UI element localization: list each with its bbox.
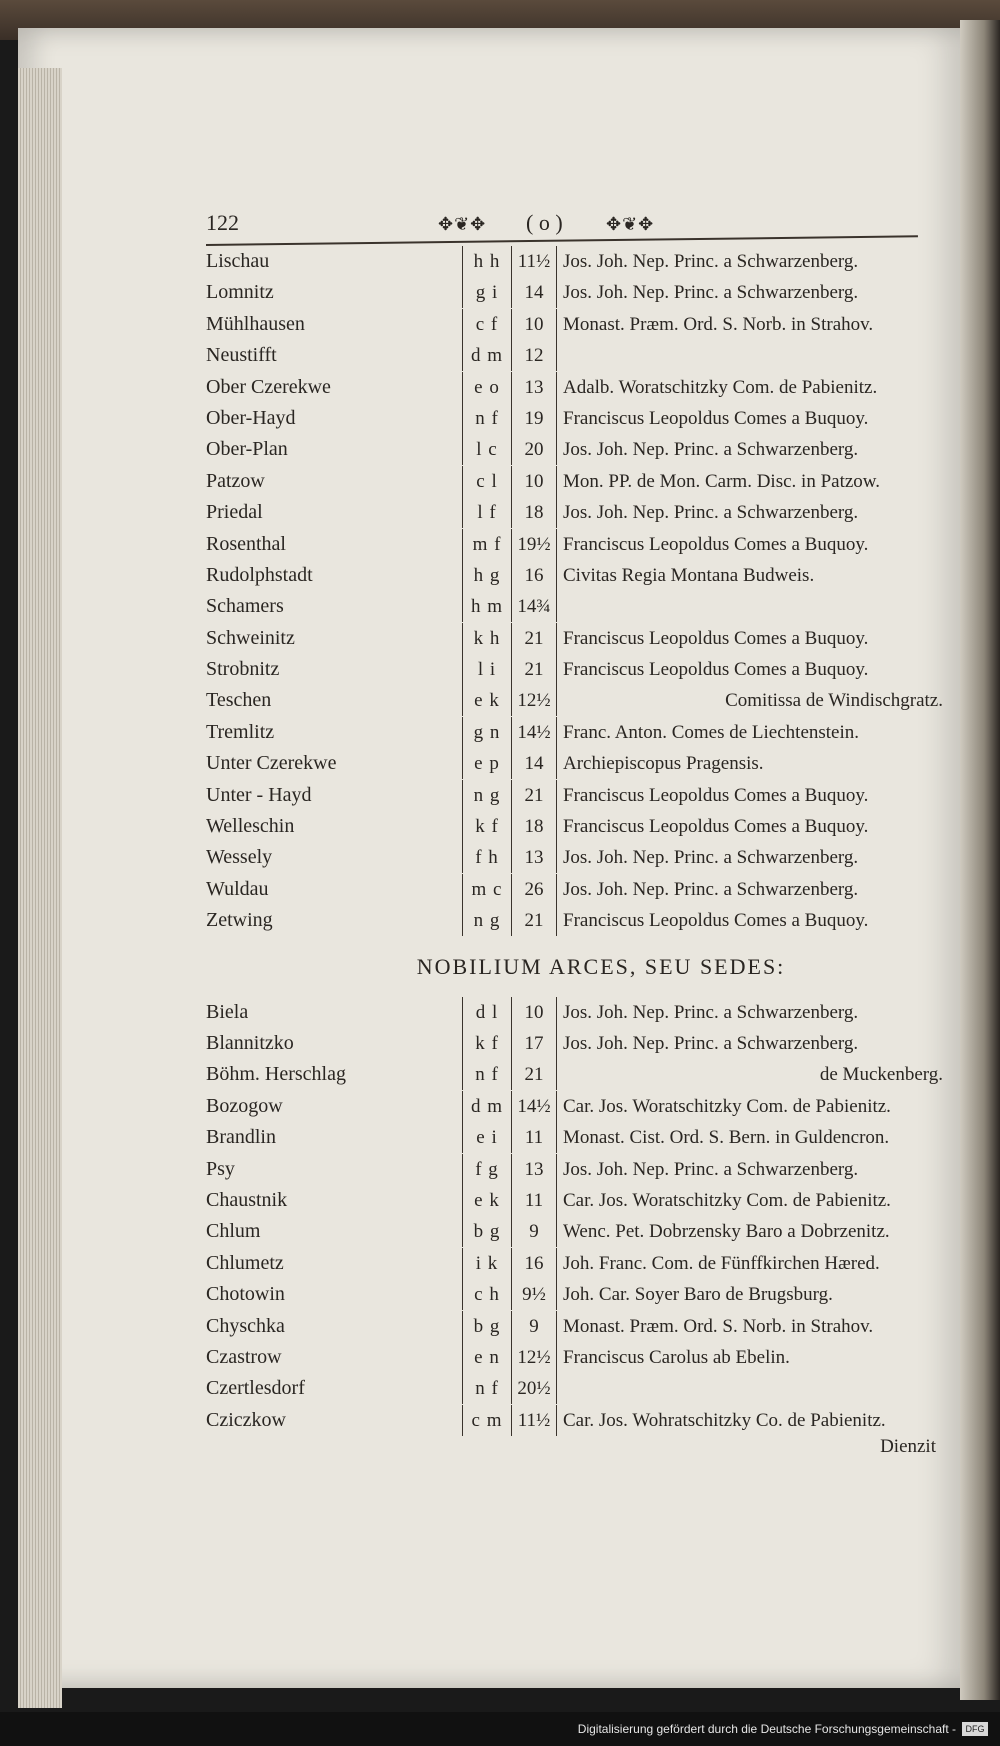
owner-name: Car. Jos. Woratschitzky Com. de Pabienitz.	[556, 1185, 943, 1216]
grid-reference: e o	[462, 372, 512, 403]
grid-reference: n f	[462, 403, 512, 434]
grid-reference: c f	[462, 309, 512, 340]
place-name: Bozogow	[206, 1094, 283, 1117]
table-row	[206, 780, 936, 811]
table-row	[206, 277, 936, 308]
place-name: Chyschka	[206, 1314, 285, 1337]
place-name: Wuldau	[206, 877, 269, 900]
grid-reference: h m	[462, 591, 512, 622]
table-row	[206, 623, 936, 654]
distance-value: 12½	[517, 1346, 551, 1368]
distance-value: 9	[529, 1221, 539, 1243]
grid-reference: n g	[462, 780, 512, 811]
grid-reference: e k	[462, 1185, 512, 1216]
page-number: 122	[206, 210, 239, 235]
table-row	[206, 654, 936, 685]
dfg-logo: DFG	[962, 1722, 988, 1736]
owner-name: Civitas Regia Montana Budweis.	[556, 560, 943, 591]
table-row	[206, 1185, 936, 1216]
distance-value: 11	[524, 1189, 544, 1211]
grid-reference: e i	[462, 1122, 512, 1153]
grid-reference: m c	[462, 874, 512, 905]
footer-text: Digitalisierung gefördert durch die Deutsche Forschungsgemeinschaft -	[577, 1722, 956, 1736]
place-name: Czertlesdorf	[206, 1377, 305, 1400]
grid-reference: l i	[462, 654, 512, 685]
owner-name: Franciscus Leopoldus Comes a Buquoy.	[556, 811, 943, 842]
distance-value: 9	[529, 1315, 539, 1337]
table-towns	[206, 246, 943, 937]
table-row	[206, 403, 936, 434]
distance-value: 11	[524, 1127, 544, 1149]
place-name: Schweinitz	[206, 626, 295, 649]
owner-name: Car. Jos. Wohratschitzky Co. de Pabienitz.	[556, 1405, 943, 1436]
distance-value: 26	[524, 878, 544, 900]
table-row	[206, 497, 936, 528]
owner-name: Franciscus Leopoldus Comes a Buquoy.	[556, 403, 943, 434]
place-name: Rosenthal	[206, 532, 286, 555]
page-edges-left	[18, 68, 62, 1708]
place-name: Brandlin	[206, 1126, 276, 1149]
distance-value: 14¾	[517, 596, 551, 618]
grid-reference: b g	[462, 1311, 512, 1342]
place-name: Chaustnik	[206, 1188, 288, 1211]
distance-value: 13	[524, 1158, 544, 1180]
place-name: Chlum	[206, 1220, 261, 1243]
owner-name: Joh. Car. Soyer Baro de Brugsburg.	[556, 1279, 943, 1310]
table-row	[206, 1154, 936, 1185]
table-row	[206, 997, 936, 1028]
distance-value: 18	[524, 502, 544, 524]
place-name: Tremlitz	[206, 720, 275, 743]
distance-value: 19	[524, 407, 544, 429]
book-right-edge	[960, 20, 1000, 1700]
owner-name: Monast. Cist. Ord. S. Bern. in Guldencron.	[556, 1122, 943, 1153]
distance-value: 11½	[517, 251, 551, 272]
place-name: Strobnitz	[206, 658, 280, 681]
grid-reference: h h	[462, 246, 512, 277]
owner-name: Franciscus Leopoldus Comes a Buquoy.	[556, 623, 943, 654]
distance-value: 16	[524, 1252, 544, 1274]
owner-name: Adalb. Woratschitzky Com. de Pabienitz.	[556, 372, 943, 403]
owner-name: Jos. Joh. Nep. Princ. a Schwarzenberg.	[556, 1154, 943, 1185]
table-row	[206, 1122, 936, 1153]
place-name: Rudolphstadt	[206, 563, 313, 586]
owner-name: Jos. Joh. Nep. Princ. a Schwarzenberg.	[556, 497, 943, 528]
place-name: Schamers	[206, 595, 284, 618]
place-name: Welleschin	[206, 815, 295, 838]
table-row	[206, 372, 936, 403]
place-name: Ober-Plan	[206, 438, 288, 461]
distance-value: 21	[524, 1064, 544, 1086]
grid-reference: e n	[462, 1342, 512, 1373]
distance-value: 10	[524, 470, 544, 492]
ornament-right-icon: ✥❦✥	[606, 214, 655, 234]
table-row	[206, 340, 936, 371]
place-name: Unter Czerekwe	[206, 752, 337, 775]
table-row	[206, 811, 936, 842]
place-name: Teschen	[206, 689, 272, 712]
grid-reference: n f	[462, 1373, 512, 1404]
header-rule	[206, 235, 918, 246]
grid-reference: g i	[462, 277, 512, 308]
table-row	[206, 717, 936, 748]
place-name: Chotowin	[206, 1283, 285, 1306]
distance-value: 11½	[517, 1409, 551, 1431]
grid-reference: d m	[462, 1091, 512, 1122]
place-name: Mühlhausen	[206, 312, 305, 335]
distance-value: 14½	[517, 721, 551, 743]
page-content	[206, 210, 943, 1458]
table-seats	[206, 997, 943, 1436]
grid-reference: d m	[462, 340, 512, 371]
table-row	[206, 1373, 936, 1404]
distance-value: 21	[524, 627, 544, 649]
place-name: Chlumetz	[206, 1251, 284, 1274]
owner-name: Jos. Joh. Nep. Princ. a Schwarzenberg.	[556, 997, 943, 1028]
table-row	[206, 1028, 936, 1059]
owner-name	[556, 340, 943, 371]
owner-name: Jos. Joh. Nep. Princ. a Schwarzenberg.	[556, 1028, 943, 1059]
owner-name: Monast. Præm. Ord. S. Norb. in Strahov.	[556, 1311, 943, 1342]
owner-name: Comitissa de Windischgratz.	[556, 685, 943, 716]
grid-reference: c h	[462, 1279, 512, 1310]
grid-reference: c l	[462, 466, 512, 497]
distance-value: 16	[524, 564, 544, 586]
distance-value: 17	[524, 1032, 544, 1054]
distance-value: 14	[524, 753, 544, 775]
owner-name: Franciscus Leopoldus Comes a Buquoy.	[556, 780, 943, 811]
grid-reference: m f	[462, 529, 512, 560]
place-name: Ober-Hayd	[206, 406, 296, 429]
owner-name: Jos. Joh. Nep. Princ. a Schwarzenberg.	[556, 434, 943, 465]
place-name: Biela	[206, 1000, 249, 1023]
grid-reference: f g	[462, 1154, 512, 1185]
grid-reference: l f	[462, 497, 512, 528]
distance-value: 10	[524, 1001, 544, 1023]
grid-reference: k f	[462, 1028, 512, 1059]
place-name: Zetwing	[206, 909, 273, 932]
distance-value: 20½	[517, 1378, 551, 1400]
owner-name: Jos. Joh. Nep. Princ. a Schwarzenberg.	[556, 874, 943, 905]
owner-name: Archiepiscopus Pragensis.	[556, 748, 943, 779]
distance-value: 14	[524, 282, 544, 304]
table-row	[206, 246, 936, 277]
table-row	[206, 874, 936, 905]
distance-value: 18	[524, 816, 544, 838]
table-row	[206, 1311, 936, 1342]
owner-name: Jos. Joh. Nep. Princ. a Schwarzenberg.	[556, 842, 943, 873]
table-row	[206, 529, 936, 560]
owner-name: Franciscus Carolus ab Ebelin.	[556, 1342, 943, 1373]
owner-name: Wenc. Pet. Dobrzensky Baro a Dobrzenitz.	[556, 1216, 943, 1247]
place-name: Neustifft	[206, 344, 277, 367]
table-row	[206, 434, 936, 465]
owner-name: Mon. PP. de Mon. Carm. Disc. in Patzow.	[556, 466, 943, 497]
place-name: Blannitzko	[206, 1031, 294, 1054]
grid-reference: h g	[462, 560, 512, 591]
section-title: NOBILIUM ARCES, SEU SEDES:	[416, 953, 786, 979]
running-header	[206, 210, 936, 246]
grid-reference: e k	[462, 685, 512, 716]
place-name: Psy	[206, 1157, 235, 1180]
distance-value: 13	[524, 376, 544, 398]
grid-reference: f h	[462, 842, 512, 873]
grid-reference: e p	[462, 748, 512, 779]
owner-name: Monast. Præm. Ord. S. Norb. in Strahov.	[556, 309, 943, 340]
grid-reference: b g	[462, 1216, 512, 1247]
place-name: Böhm. Herschlag	[206, 1063, 346, 1086]
place-name: Czastrow	[206, 1345, 282, 1368]
grid-reference: l c	[462, 434, 512, 465]
place-name: Ober Czerekwe	[206, 375, 331, 398]
place-name: Lischau	[206, 250, 270, 272]
table-row	[206, 1216, 936, 1247]
table-row	[206, 905, 936, 936]
owner-name	[556, 1373, 943, 1404]
owner-name: Franciscus Leopoldus Comes a Buquoy.	[556, 529, 943, 560]
table-row	[206, 842, 936, 873]
table-row	[206, 748, 936, 779]
grid-reference: n f	[462, 1059, 512, 1090]
table-row	[206, 1279, 936, 1310]
distance-value: 12	[524, 345, 544, 367]
ornament-left-icon: ✥❦✥	[438, 214, 487, 234]
place-name: Patzow	[206, 469, 265, 492]
distance-value: 10	[524, 313, 544, 335]
place-name: Priedal	[206, 501, 263, 524]
table-row	[206, 685, 943, 716]
grid-reference: k f	[462, 811, 512, 842]
table-row	[206, 1059, 943, 1090]
distance-value: 9½	[522, 1284, 546, 1306]
grid-reference: g n	[462, 717, 512, 748]
grid-reference: k h	[462, 623, 512, 654]
catchword: Dienzit	[880, 1436, 936, 1458]
distance-value: 19½	[517, 533, 551, 555]
table-row	[206, 560, 936, 591]
header-center-mark: ( o )	[526, 210, 563, 235]
distance-value: 13	[524, 847, 544, 869]
table-row	[206, 1342, 936, 1373]
table-row	[206, 309, 936, 340]
distance-value: 14½	[517, 1095, 551, 1117]
table-row	[206, 466, 936, 497]
distance-value: 21	[524, 659, 544, 681]
table-row	[206, 1405, 936, 1436]
distance-value: 12½	[517, 690, 551, 712]
table-row	[206, 591, 936, 622]
place-name: Cziczkow	[206, 1408, 286, 1431]
distance-value: 21	[524, 910, 544, 932]
grid-reference: c m	[462, 1405, 512, 1436]
grid-reference: d l	[462, 997, 512, 1028]
distance-value: 20	[524, 439, 544, 461]
owner-name: Franciscus Leopoldus Comes a Buquoy.	[556, 905, 943, 936]
table-row	[206, 1248, 936, 1279]
owner-name: Jos. Joh. Nep. Princ. a Schwarzenberg.	[556, 246, 943, 277]
owner-name: Jos. Joh. Nep. Princ. a Schwarzenberg.	[556, 277, 943, 308]
owner-name: Franc. Anton. Comes de Liechtenstein.	[556, 717, 943, 748]
owner-name	[556, 591, 943, 622]
footer-bar	[0, 1712, 1000, 1746]
grid-reference: i k	[462, 1248, 512, 1279]
grid-reference: n g	[462, 905, 512, 936]
place-name: Lomnitz	[206, 281, 274, 304]
owner-name: Car. Jos. Woratschitzky Com. de Pabienitz.	[556, 1091, 943, 1122]
owner-name: Franciscus Leopoldus Comes a Buquoy.	[556, 654, 943, 685]
place-name: Wessely	[206, 846, 273, 869]
place-name: Unter - Hayd	[206, 783, 312, 806]
distance-value: 21	[524, 784, 544, 806]
owner-name: de Muckenberg.	[556, 1059, 943, 1090]
table-row	[206, 1091, 936, 1122]
owner-name: Joh. Franc. Com. de Fünffkirchen Hæred.	[556, 1248, 943, 1279]
